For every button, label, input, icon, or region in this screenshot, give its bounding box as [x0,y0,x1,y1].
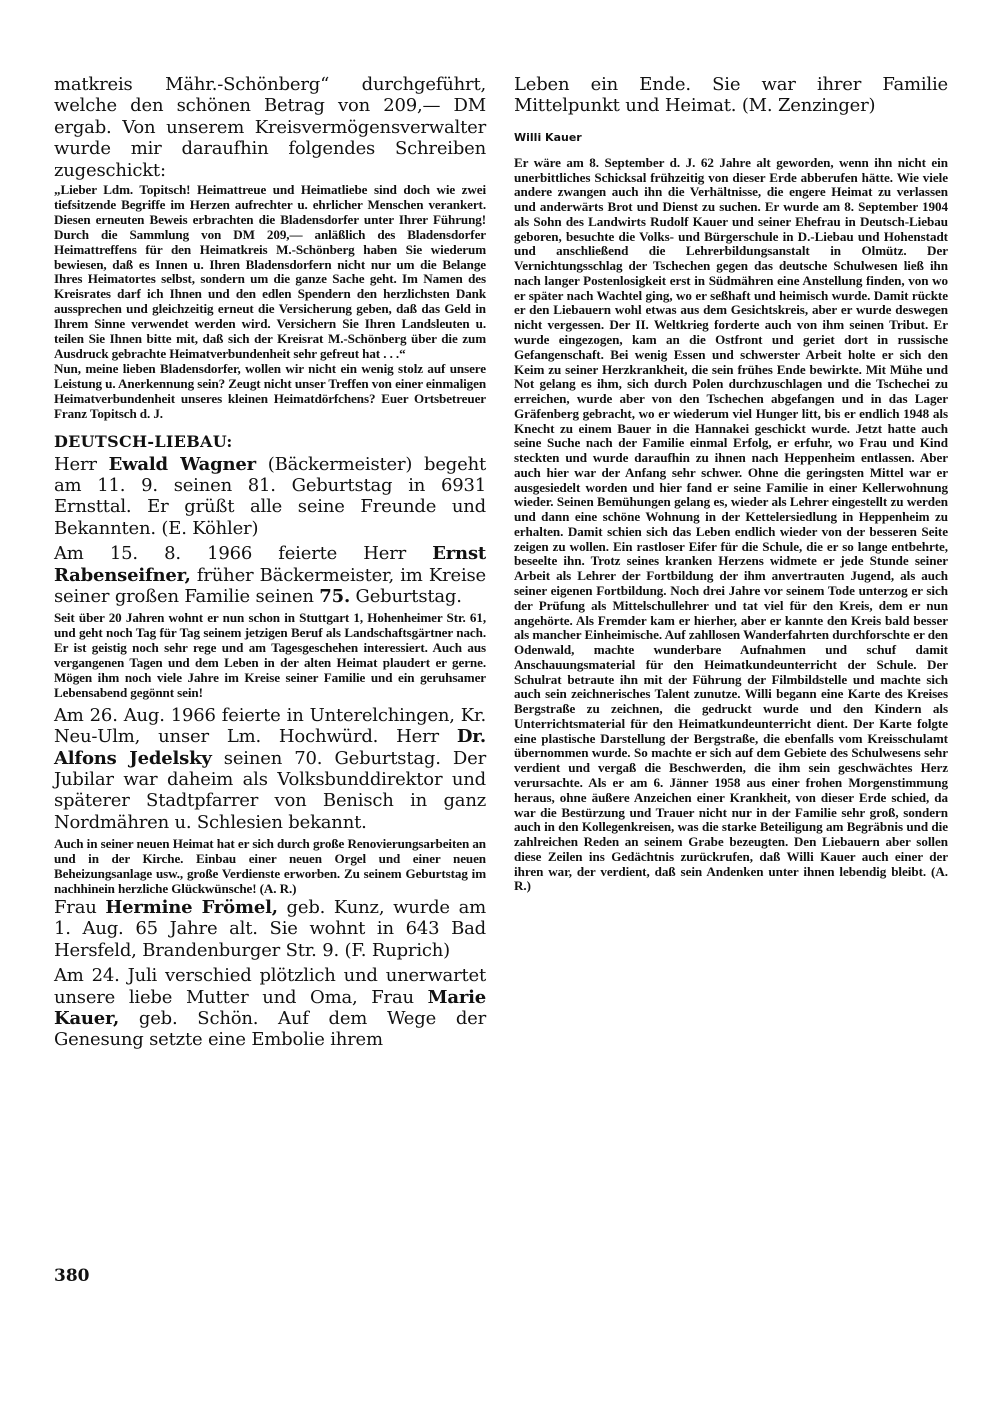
froemel-name: Hermine Frömel, [105,896,278,918]
obituary-subheading: Willi Kauer [514,130,582,144]
rabenseifner-age: 75. [319,585,351,607]
wagner-name: Ewald Wagner [108,453,256,475]
froemel-paragraph [54,897,486,961]
page-number: 380 [54,1266,90,1286]
closing-paragraph: Nun, meine lieben Bladensdorfer, wollen wir nicht ein wenig stolz auf unsere Leistung u. Anerkennung sein? Zeugt nicht unser Treffen von einer einmaligen Heimatverbundenheit unseres kleinen Heimatdörfchens? Euer Ortsbetreuer Franz Topitsch d. J. [54,360,486,421]
raben-text-pre: Am 15. 8. 1966 feierte Herr [54,543,433,565]
jed-text-pre: Am 26. Aug. 1966 feierte in Unterelchingen, Kr. Neu-Ulm, unser Lm. Hochwürd. Herr [54,704,486,748]
raben-text-post: Geburtstag. [350,585,462,607]
rabenseifner-detail: Seit über 20 Jahren wohnt er nun schon in Stuttgart 1, Hohenheimer Str. 61, und geht noch Tag für Tag seinem jetzigen Beruf als Landschaftsgärtner nach. Er ist geistig noch sehr rege und am Tagesgeschehen interessiert. Auch aus vergangenen Tagen und dem Leben in der alten Heimat plaudert er gerne. Mögen ihm noch viele Jahre im Kreise seiner Familie und ein geruhsamer Lebensabend gegönnt sein! [54,610,486,700]
section-heading-deutsch-liebau: DEUTSCH-LIEBAU: [54,431,233,451]
wagner-text-post: (Bäckermeister) begeht am 11. 9. seinen 81. Geburtstag in 6931 Ernsttal. Er grüßt alle seine Freunde und Bekannten. (E. Köhler) [54,453,487,539]
obituary-continuation: Leben ein Ende. Sie war ihrer Familie Mittelpunkt und Heimat. (M. Zenzinger) [514,74,948,117]
willi-kauer-article: Er wäre am 8. September d. J. 62 Jahre alt geworden, wenn ihn nicht ein unerbittliches Schicksal frühzeitig von dieser Erde abberufen hätte. Wie viele andere zwangen auch ihn die Verhältnisse, die engere Heimat zu verlassen und anderwärts Brot und Dienst zu suchen. Er wurde am 8. September 1904 als Sohn des Landwirts Rudolf Kauer und seiner Ehefrau in Deutsch-Liebau geboren, besuchte die Volks- und Bürgerschule in D.-Liebau und Hohenstadt und anschließend die Lehrerbildungsanstalt in Olmütz. Der Vernichtungsschlag der Tschechen gegen das deutsche Schulwesen ließ ihn nach langer Postenlosigkeit erst in Südmähren eine Anstellung finden, von wo er später nach Wachtel ging, wo er seßhaft und heimisch wurde. Damit rückte er den Liebauern wohl etwas aus dem Gesichtskreis, aber er wurde deswegen nicht vergessen. Der II. Weltkrieg forderte auch von ihm seinen Tribut. Er wurde eingezogen, kam an die Ostfront und geriet dort in russische Gefangenschaft. Bei wenig Essen und schwerster Arbeit holte er sich den Keim zu seiner Herzkrankheit, die sein frühes Ende bewirkte. Mit Mühe und Not gelang es ihm, sich durch Polen durchzuschlagen und die Tschechei zu erreichen, wurde aber von den Tschechen abgefangen und in das Lager Gräfenberg gebracht, wo er wiederum viel Hunger litt, bis er endlich 1948 als Knecht zu einem Bauer in die Hannakei geschickt wurde. Jetzt hatte auch seine Suche nach der Familie einmal Erfolg, er erfuhr, wo Frau und Kind steckten und wurde daraufhin zu ihnen nach Heppenheim entlassen. Aber auch hier war der Anfang sehr schwer. Ohne die geringsten Mittel war er ausgesiedelt worden und hier fand er seine Familie in einer Kellerwohnung wieder. Seinen Bemühungen gelang es, wieder als Lehrer eingestellt zu werden und dann eine schöne Wohnung in der Kettelersiedlung in Heppenheim zu erhalten. Damit schien sich das Leben endlich wieder von der besseren Seite zeigen zu wollen. Ein rastloser Eifer für die Schule, die er so lange entbehrte, beseelte ihn. Trotz seines kranken Herzens widmete er jede Stunde seiner Arbeit als Lehrer der Fortbildung der ihm anvertrauten Jugend, als auch seiner eigenen Fortbildung. Noch drei Jahre vor seinem Tode unterzog er sich der Prüfung als Mittelschullehrer und tat viel für den Kreis, dem er nun angehörte. Als Fremder kam er hierher, aber er kannte den Kreis bald besser als mancher Einheimische. Auf zahllosen Wanderfahrten durchforschte er den Odenwald, machte wunderbare Aufnahmen und schuf damit Anschauungsmaterial für den Heimatkundeunterricht der Schule. Der Schulrat betraute ihn mit der Führung der Filmbildstelle und machte sich auch sein zeichnerisches Talent zunutze. Willi begann eine Karte des Kreises Bergstraße zu zeichnen, die gedruckt wurde und den Kindern als Unterrichtsmaterial für den Heimatkundeunterricht dient. Der Karte folgte eine plastische Darstellung der Bergstraße, die ebenfalls vom Kreisschulamt übernommen wurde. So machte er sich auf dem Gebiete des Schulwesens sehr verdient und vergaß die Beschwerden, die ihm sein geschwächtes Herz verursachte. Als er am 6. Jänner 1958 aus einer frohen Morgenstimmung heraus, ohne äußere Anzeichen einer Krankheit, von dieser Erde schied, da war die Bestürzung und Trauer nicht nur in der Familie sehr groß, sondern auch in den Kollegenkreisen, was die starke Beteiligung am Begräbnis und die zahlreichen Reden an seinem Grabe bezeugten. Den Liebauern aber sollen diese Zeilen ins Gedächtnis zurückrufen, daß Willi Kauer auch einer der ihren war, der verdient, daß sein Andenken unter ihnen lebendig bleibt. (A. R.) [514,154,948,894]
kauer-obituary-paragraph [54,965,486,1051]
kauer-text-pre: Am 24. Juli verschied plötzlich und unerwartet unsere liebe Mutter und Oma, Frau [54,965,486,1008]
froe-text-post: geb. Kunz, wurde am 1. Aug. 65 Jahre alt. Sie wohnt in 643 Bad Hersfeld, Brandenburger Str. 9. (F. Ruprich) [54,896,487,961]
jedelsky-detail: Auch in seiner neuen Heimat hat er sich durch große Renovierungsarbeiten an und in der Kirche. Einbau einer neuen Orgel und einer neuen Beheizungsanlage usw., große Verdienste erworben. Zu seinem Geburtstag im nachhinein herzliche Glückwünsche! (A. R.) [54,836,486,896]
froe-text-pre: Frau [54,896,106,918]
jed-text-post: seinen 70. Geburtstag. Der Jubilar war daheim als Volksbunddirektor und späterer Stadtpfarrer von Benisch in ganz Nordmähren u. Schlesien bekannt. [54,747,487,833]
kauer-name: Marie Kauer, [54,986,486,1029]
jedelsky-name: Dr. Alfons Jedelsky [54,726,486,769]
kauer-text-post: geb. Schön. Auf dem Wege der Genesung setzte eine Embolie ihrem [54,1007,486,1051]
letter-paragraph: „Lieber Ldm. Topitsch! Heimattreue und Heimatliebe sind doch wie zwei tiefsitzende Begriffe im Herzen aufrechter u. ehrlicher Menschen verankert. Diesen erneuten Beweis erbrachten die Bladensdorfer unter Ihrer Führung! Durch die Sammlung von DM 209,— anläßlich des Bladensdorfer Heimattreffens für den Heimatkreis M.-Schönberg haben Sie wiederum bewiesen, daß es Innen u. Ihren Bladensdorfern nicht nur um die Belange Ihres Heimatortes selbst, sondern um die ganze Sache geht. Im Namen des Kreisrates darf ich Ihnen und den edlen Spendern den herzlichsten Dank aussprechen und gleichzeitig erneut die Versicherung geben, daß das Geld in Ihrem Sinne verwendet werden wird. Versichern Sie Ihren Landsleuten u. teilen Sie Ihnen bitte mit, daß sich der Kreisrat M.-Schönberg über die zum Ausdruck gebrachte Heimatverbundenheit sehr gefreut hat . . .“ [54,182,486,361]
intro-paragraph: matkreis Mähr.-Schönberg“ durchgeführt, welche den schönen Betrag von 209,— DM ergab. Von unserem Kreisvermögensverwalter wurde mir daraufhin folgendes Schreiben zugeschickt: [54,74,486,181]
raben-text-mid: früher Bäckermeister, im Kreise seiner großen Familie seinen [54,564,486,607]
rabenseifner-name: Ernst Rabenseifner, [54,543,486,586]
wagner-paragraph [54,454,486,540]
rabenseifner-paragraph [54,543,486,607]
wagner-text-pre: Herr [54,453,109,475]
jedelsky-paragraph [54,705,486,833]
left-column [54,74,486,1051]
right-column [514,74,948,894]
